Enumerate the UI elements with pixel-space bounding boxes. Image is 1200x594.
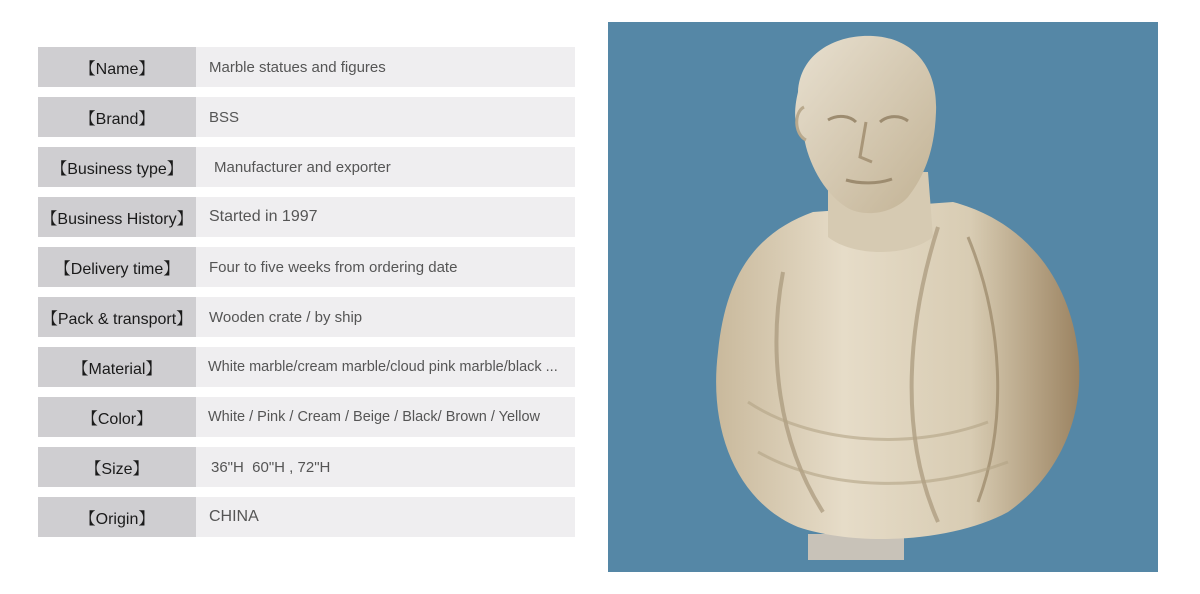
spec-value [196,147,575,187]
spec-value [196,447,575,487]
spec-row-business-history [38,197,575,237]
spec-row-color [38,397,575,437]
spec-row-origin [38,497,575,537]
marble-bust-illustration [608,22,1158,572]
spec-value [196,47,575,87]
spec-row-name [38,47,575,87]
spec-value [196,397,575,437]
product-photo [608,22,1158,572]
spec-row-delivery-time [38,247,575,287]
spec-value-text: Started in 1997 [209,208,318,225]
spec-value-text: Wooden crate / by ship [209,308,363,326]
spec-value-text: CHINA [209,508,259,525]
spec-value-text: White / Pink / Cream / Beige / Black/ Brown / Yellow [208,409,541,425]
spec-row-pack-transport [38,297,575,337]
spec-value [196,247,575,287]
spec-label: 【Material】 [38,347,196,387]
spec-value [196,297,575,337]
spec-value-text: BSS [209,108,240,126]
spec-value [196,497,575,537]
spec-row-material [38,347,575,387]
spec-label: 【Size】 [38,447,196,487]
spec-label: 【Origin】 [38,497,196,537]
spec-value-text: Four to five weeks from ordering date [209,258,458,276]
spec-label: 【Name】 [38,47,196,87]
spec-value-text: White marble/cream marble/cloud pink marble/black ... [208,359,558,375]
spec-label: 【Pack & transport】 [38,297,196,337]
spec-value [196,347,575,387]
spec-label: 【Brand】 [38,97,196,137]
spec-row-size [38,447,575,487]
spec-label: 【Delivery time】 [38,247,196,287]
spec-table [38,47,575,547]
spec-label: 【Color】 [38,397,196,437]
spec-value [196,197,575,237]
spec-value-text: Marble statues and figures [209,58,386,76]
bust-drapery [716,202,1079,539]
spec-value-text: Manufacturer and exporter [214,158,391,176]
spec-value-text: 36"H 60"H , 72"H [211,458,331,476]
spec-label: 【Business History】 [38,197,196,237]
spec-label: 【Business type】 [38,147,196,187]
spec-row-brand [38,97,575,137]
spec-value [196,97,575,137]
spec-row-business-type [38,147,575,187]
